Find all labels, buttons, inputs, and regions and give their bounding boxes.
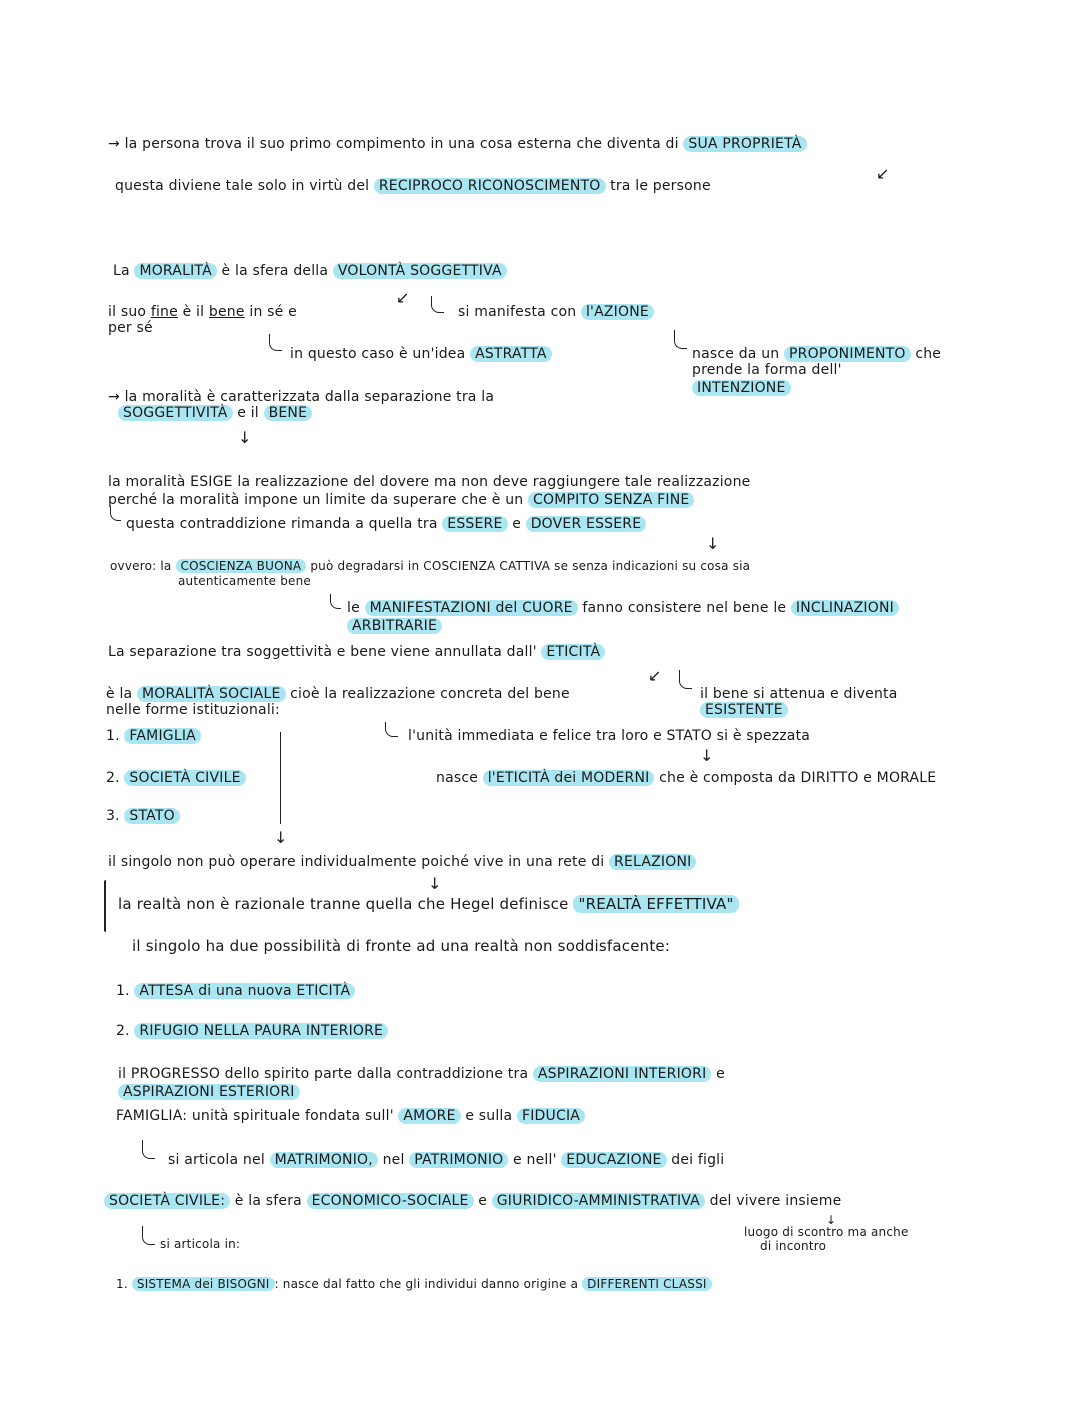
- down-arrow-icon: ↓: [826, 1213, 837, 1227]
- text: è la sfera: [234, 1193, 302, 1209]
- highlight-fiducia: FIDUCIA: [517, 1108, 585, 1124]
- highlight-dover-essere: DOVER ESSERE: [526, 516, 647, 532]
- list-number: 1.: [116, 983, 130, 999]
- text: e nell': [513, 1152, 557, 1168]
- highlight-proprieta: SUA PROPRIETÀ: [683, 136, 806, 152]
- highlight-patrimonio: PATRIMONIO: [409, 1152, 508, 1168]
- highlight-soggettivita: SOGGETTIVITÀ: [118, 405, 233, 421]
- list-number: 1.: [106, 728, 120, 744]
- moralita-heading: [113, 263, 507, 279]
- highlight-eticita: ETICITÀ: [541, 644, 605, 660]
- text: si manifesta con: [458, 304, 577, 320]
- arrow-hook-icon: [110, 506, 121, 521]
- text: in sé e: [249, 304, 297, 320]
- highlight-astratta: ASTRATTA: [470, 346, 552, 362]
- text: ovvero: la: [110, 559, 172, 573]
- line-realta-effettiva: [118, 896, 739, 912]
- line-esige: la moralità ESIGE la realizzazione del dovere ma non deve raggiungere tale realizzazione: [108, 474, 751, 490]
- line-esistente: [700, 702, 788, 718]
- text: il PROGRESSO dello spirito parte dalla contraddizione tra: [118, 1066, 529, 1082]
- arrow-hook-icon: [385, 722, 398, 737]
- line-autenticamente: autenticamente bene: [178, 574, 312, 588]
- highlight-aspirazioni-esteriori: ASPIRAZIONI ESTERIORI: [118, 1084, 300, 1100]
- line-progresso: [118, 1066, 725, 1082]
- text: il singolo non può operare individualmente poiché vive in una rete di: [108, 854, 605, 870]
- line-aspirazioni-esteriori: [118, 1084, 300, 1100]
- highlight-societa-civile: SOCIETÀ CIVILE: [124, 770, 245, 786]
- text: è il: [182, 304, 205, 320]
- line-forme: nelle forme istituzionali:: [106, 702, 280, 718]
- line-si-articola: si articola in:: [160, 1237, 241, 1251]
- highlight-matrimonio: MATRIMONIO,: [270, 1152, 378, 1168]
- highlight-esistente: ESISTENTE: [700, 702, 788, 718]
- highlight-giuridico: GIURIDICO-AMMINISTRATIVA: [492, 1193, 705, 1209]
- highlight-moralita-sociale: MORALITÀ SOCIALE: [137, 686, 286, 702]
- line-soggettivita: [118, 405, 312, 421]
- line-proponimento: [692, 346, 941, 362]
- text: nasce: [436, 770, 479, 786]
- highlight-bene: BENE: [264, 405, 313, 421]
- highlight-famiglia: FAMIGLIA: [124, 728, 201, 744]
- check-mark-icon: ↙: [396, 288, 410, 307]
- text: che è composta da DIRITTO e MORALE: [659, 770, 937, 786]
- line-riconoscimento: [115, 178, 711, 194]
- highlight-arbitrarie: ARBITRARIE: [347, 618, 442, 634]
- line-matrimonio: [168, 1152, 724, 1168]
- list-item: [106, 728, 201, 744]
- highlight-essere: ESSERE: [442, 516, 507, 532]
- list-item: [106, 770, 246, 786]
- text: la persona trova il suo primo compimento in una cosa esterna che diventa di: [124, 136, 679, 152]
- text: questa diviene tale solo in virtù del: [115, 178, 370, 194]
- down-arrow-icon: ↓: [700, 746, 714, 765]
- highlight-aspirazioni-interiori: ASPIRAZIONI INTERIORI: [533, 1066, 712, 1082]
- line-arbitrarie: [347, 618, 442, 634]
- list-number: 3.: [106, 808, 120, 824]
- highlight-manifestazioni: MANIFESTAZIONI del CUORE: [365, 600, 578, 616]
- text: e sulla: [465, 1108, 513, 1124]
- down-arrow-icon: ↓: [274, 828, 288, 847]
- text: è la: [106, 686, 133, 702]
- line-intenzione: [692, 380, 791, 396]
- text: fanno consistere nel bene le: [582, 600, 787, 616]
- text-fine: fine: [150, 304, 178, 320]
- line-proprieta: [108, 136, 807, 152]
- line-eticita-moderni: [436, 770, 936, 786]
- arrow-hook-icon: [679, 670, 692, 689]
- highlight-stato: STATO: [124, 808, 179, 824]
- highlight-azione: l'AZIONE: [581, 304, 654, 320]
- line-sistema-bisogni: [116, 1278, 712, 1291]
- text: La: [113, 263, 130, 279]
- text: e: [512, 516, 522, 532]
- down-arrow-icon: ↓: [238, 428, 252, 447]
- text: la realtà non è razionale tranne quella che Hegel definisce: [118, 895, 569, 913]
- down-arrow-icon: ↓: [706, 534, 720, 553]
- arrow-hook-icon: [330, 594, 341, 609]
- line-separazione: → la moralità è caratterizzata dalla separazione tra la: [108, 389, 495, 405]
- highlight-proponimento: PROPONIMENTO: [784, 346, 911, 362]
- line-fine: [108, 304, 297, 320]
- highlight-intenzione: INTENZIONE: [692, 380, 791, 396]
- arrow-icon: →: [108, 136, 120, 152]
- highlight-volonta: VOLONTÀ SOGGETTIVA: [333, 263, 507, 279]
- text: perché la moralità impone un limite da superare che è un: [108, 492, 524, 508]
- text: questa contraddizione rimanda a quella tra: [126, 516, 438, 532]
- bracket-icon: [104, 880, 106, 932]
- highlight-eticita-moderni: l'ETICITÀ dei MODERNI: [483, 770, 655, 786]
- arrow-hook-icon: [431, 296, 444, 313]
- text: e: [716, 1066, 725, 1082]
- highlight-attesa: ATTESA di una nuova ETICITÀ: [134, 983, 355, 999]
- text: La separazione tra soggettività e bene viene annullata dall': [108, 644, 537, 660]
- highlight-amore: AMORE: [398, 1108, 460, 1124]
- line-bene-attenua: il bene si attenua e diventa: [700, 686, 898, 702]
- text: che: [915, 346, 942, 362]
- highlight-sistema-bisogni: SISTEMA dei BISOGNI: [132, 1277, 275, 1291]
- text: dei figli: [671, 1152, 725, 1168]
- highlight-relazioni: RELAZIONI: [609, 854, 696, 870]
- arrow-hook-icon: [142, 1226, 155, 1245]
- text: può degradarsi in COSCIENZA CATTIVA se senza indicazioni su cosa sia: [310, 559, 751, 573]
- line-per-se: per sé: [108, 320, 153, 336]
- line-eticita: [108, 644, 605, 660]
- check-mark-icon: ↙: [876, 164, 890, 183]
- line-incontro: di incontro: [760, 1239, 827, 1253]
- list-number: 2.: [116, 1023, 130, 1039]
- text: nasce da un: [692, 346, 780, 362]
- check-mark-icon: ↙: [648, 666, 662, 685]
- text: e: [478, 1193, 488, 1209]
- text-bene: bene: [208, 304, 245, 320]
- highlight-realta-effettiva: "REALTÀ EFFETTIVA": [573, 895, 738, 913]
- highlight-economico-sociale: ECONOMICO-SOCIALE: [307, 1193, 474, 1209]
- text: : nasce dal fatto che gli individui danno origine a: [274, 1277, 579, 1291]
- line-compito: [108, 492, 694, 508]
- text: cioè la realizzazione concreta del bene: [290, 686, 570, 702]
- line-coscienza: [110, 560, 750, 573]
- arrow-hook-icon: [674, 330, 687, 349]
- highlight-riconoscimento: RECIPROCO RICONOSCIMENTO: [374, 178, 606, 194]
- line-famiglia: [116, 1108, 585, 1124]
- line-moralita-sociale: [106, 686, 570, 702]
- highlight-compito: COMPITO SENZA FINE: [528, 492, 694, 508]
- line-azione: [458, 304, 654, 320]
- text: FAMIGLIA: unità spirituale fondata sull': [116, 1108, 394, 1124]
- line-societa-civile: [104, 1193, 841, 1209]
- down-arrow-icon: ↓: [428, 874, 442, 893]
- arrow-hook-icon: [269, 334, 282, 351]
- highlight-moralita: MORALITÀ: [134, 263, 216, 279]
- text: tra le persone: [610, 178, 711, 194]
- text: si articola nel: [168, 1152, 265, 1168]
- line-due-possibilita: il singolo ha due possibilità di fronte ad una realtà non soddisfacente:: [132, 937, 671, 955]
- highlight-coscienza: COSCIENZA BUONA: [176, 559, 307, 573]
- arrow-hook-icon: [142, 1140, 155, 1159]
- text: nel: [382, 1152, 405, 1168]
- text: in questo caso è un'idea: [290, 346, 466, 362]
- text: le: [347, 600, 360, 616]
- line-astratta: [290, 346, 552, 362]
- highlight-educazione: EDUCAZIONE: [561, 1152, 666, 1168]
- option-item: [116, 1023, 388, 1039]
- line-relazioni: [108, 854, 696, 870]
- highlight-rifugio: RIFUGIO NELLA PAURA INTERIORE: [134, 1023, 388, 1039]
- highlight-societa-civile-def: SOCIETÀ CIVILE:: [104, 1193, 230, 1209]
- line-manifestazioni: [347, 600, 899, 616]
- line-contraddizione: [126, 516, 646, 532]
- line-unita-spezzata: l'unità immediata e felice tra loro e STATO si è spezzata: [408, 728, 811, 744]
- text: il suo: [108, 304, 147, 320]
- highlight-differenti-classi: DIFFERENTI CLASSI: [582, 1277, 711, 1291]
- line-luogo-scontro: luogo di scontro ma anche: [744, 1225, 909, 1239]
- line-forma: prende la forma dell': [692, 362, 842, 378]
- list-number: 2.: [106, 770, 120, 786]
- option-item: [116, 983, 355, 999]
- text: del vivere insieme: [709, 1193, 842, 1209]
- brace-icon: [280, 732, 281, 824]
- list-number: 1.: [116, 1277, 128, 1291]
- text: è la sfera della: [221, 263, 329, 279]
- text: e il: [237, 405, 259, 421]
- highlight-inclinazioni: INCLINAZIONI: [791, 600, 899, 616]
- list-item: [106, 808, 180, 824]
